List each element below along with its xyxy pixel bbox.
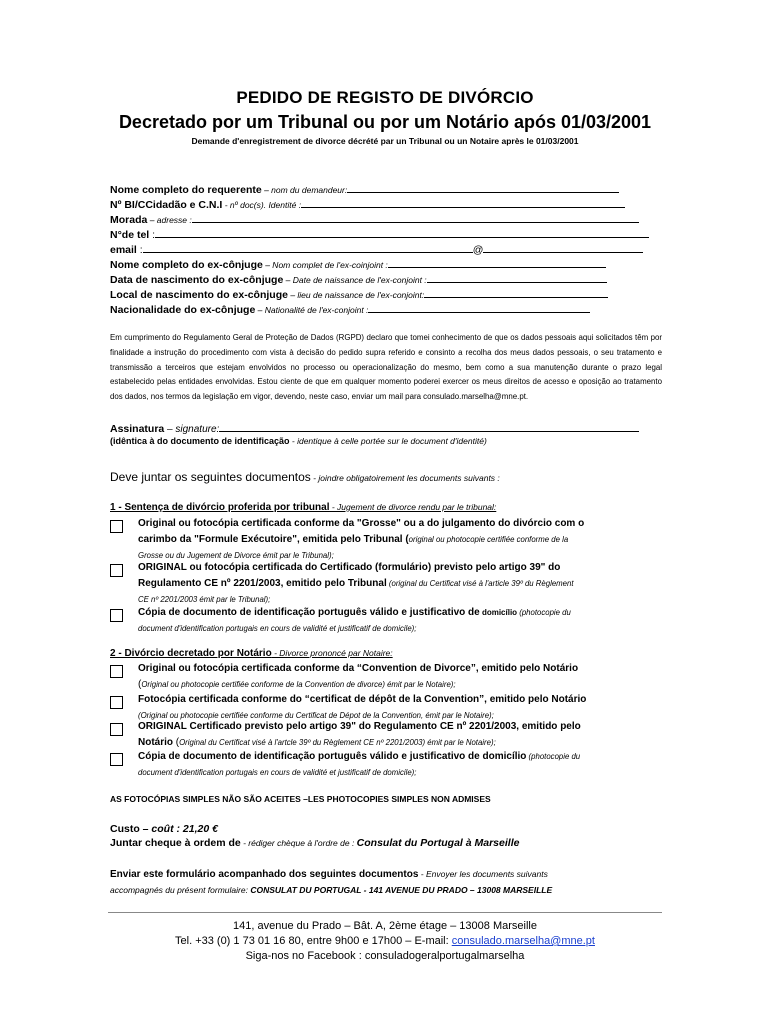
form-subtitle: Decretado por um Tribunal ou por um Notário após 01/03/2001	[118, 112, 652, 132]
field-ex-spouse-name[interactable]: Nome completo do ex-cônjuge – Nom complet de l'ex-coinjoint :	[110, 257, 606, 272]
checkbox-s1-item1[interactable]	[110, 520, 123, 533]
section-1-title: 1 - Sentença de divórcio proferida por tribunal - Jugement de divorce rendu par le tribunal:	[110, 502, 497, 513]
s2-item2: Fotocópia certificada conforme do “certificat de dépôt de la Convention”, emitido pelo Notário (Original ou photocopie certifiée conforme du Certificat de Dépot de la Convention, émit par le Notaire);	[138, 694, 587, 720]
checkbox-s1-item3[interactable]	[110, 609, 123, 622]
field-id-number[interactable]: Nº BI/CCidadão e C.N.I - nº doc(s). Identité :	[110, 197, 625, 212]
field-phone[interactable]: N°de tel :	[110, 227, 649, 242]
s1-item1: Original ou fotocópia certificada conforme da "Grosse" ou a do julgamento do divórcio com o carimbo da "Formule Exécutoire", emitida pelo Tribunal (original ou photocopie certifiée conforme de la Grosse ou du Jugement de Divorce émit par le Tribunal);	[138, 518, 585, 560]
form-title: PEDIDO DE REGISTO DE DIVÓRCIO	[236, 88, 534, 107]
checkbox-s2-item4[interactable]	[110, 753, 123, 766]
simple-copies-notice: AS FOTOCÓPIAS SIMPLES NÃO SÃO ACEITES –LES PHOTOCOPIES SIMPLES NON ADMISES	[110, 794, 491, 804]
signature-field[interactable]: Assinatura – signature:	[110, 421, 639, 435]
checkbox-s2-item2[interactable]	[110, 696, 123, 709]
field-requester-name[interactable]: Nome completo do requerente – nom du demandeur:	[110, 182, 619, 197]
field-ex-spouse-birthplace[interactable]: Local de nascimento do ex-cônjuge – lieu de naissance de l'ex-conjoint:	[110, 287, 608, 302]
cost-line: Custo – coût : 21,20 €	[110, 823, 218, 835]
checkbox-s2-item1[interactable]	[110, 665, 123, 678]
s1-item2: ORIGINAL ou fotocópia certificada do Certificado (formulário) previsto pelo artigo 39" do Regulamento CE nº 2201/2003, emitido pelo Tribunal (original du Certificat visé à l'article 39º du Règlement CE nº 2201/2003 émit par le Tribunal);	[138, 562, 574, 604]
cheque-line: Juntar cheque à ordem de - rédiger chèque à l'ordre de : Consulat du Portugal à Marseille	[110, 837, 520, 849]
footer-email-link[interactable]: consulado.marselha@mne.pt	[451, 935, 595, 947]
s1-item3: Cópia de documento de identificação português válido e justificativo de domicílio (photocopie du document d'identification portugais en cours de validité et justificatif de domicile);	[138, 607, 571, 633]
footer-divider	[108, 912, 662, 913]
footer-address: 141, avenue du Prado – Bât. A, 2ème étage – 13008 Marseille	[233, 920, 537, 932]
rgpd-consent-text: Em cumprimento do Regulamento Geral de Proteção de Dados (RGPD) declaro que tomei conhecimento de que os dados pessoais aqui solicitados têm por finalidade a instrução do procedimento com vista à decisão do pedido supra referido e consinto a recolha dos meus dados pessoais, o seu tratamento e transmissão a terceiros que estejam envolvidos no processo ou operacionalização do mesmo, bem como a sua manutenção durante o prazo legal estabelecido pelas entidades envolvidas. Estou ciente de que em qualquer momento poderei exercer os meus direitos de acesso e oposição ao tratamento dos dados, nos termos da legislação em vigor, devendo, neste caso, enviar um mail para consulado.marselha@mne.pt.	[110, 333, 662, 402]
form-subtitle-fr: Demande d'enregistrement de divorce décrété par un Tribunal ou un Notaire après le 01/03/2001	[191, 136, 579, 146]
documents-heading: Deve juntar os seguintes documentos - joindre obligatoirement les documents suivants :	[110, 470, 500, 484]
section-2-title: 2 - Divórcio decretado por Notário - Divorce prononcé par Notaire:	[110, 648, 393, 659]
checkbox-s2-item3[interactable]	[110, 723, 123, 736]
field-email[interactable]: email : @	[110, 242, 643, 257]
footer-contact: Tel. +33 (0) 1 73 01 16 80, entre 9h00 e 17h00 – E-mail: consulado.marselha@mne.pt	[175, 935, 595, 947]
field-ex-spouse-birthdate[interactable]: Data de nascimento do ex-cônjuge – Date de naissance de l'ex-conjoint :	[110, 272, 607, 287]
field-address[interactable]: Morada – adresse :	[110, 212, 639, 227]
s2-item3: ORIGINAL Certificado previsto pelo artigo 39" do Regulamento CE nº 2201/2003, emitido pelo Notário (Original du Certificat visé à l'artcle 39º du Règlement CE nº 2201/2003) émit par le Notaire);	[138, 721, 581, 748]
footer-facebook: Siga-nos no Facebook : consuladogeralportugalmarselha	[245, 950, 525, 962]
checkbox-s1-item2[interactable]	[110, 564, 123, 577]
s2-item4: Cópia de documento de identificação português válido e justificativo de domicílio (photocopie du document d'identification portugais en cours de validité et justificatif de domicile);	[138, 751, 581, 777]
send-instructions: Enviar este formulário acompanhado dos seguintes documentos - Envoyer les documents suivants accompagnés du présent formulaire: CONSULAT DU PORTUGAL - 141 AVENUE DU PRADO – 13008 MARSEILLE	[110, 869, 553, 895]
s2-item1: Original ou fotocópia certificada conforme da “Convention de Divorce”, emitido pelo Notário (Original ou photocopie certifiée conforme de la Convention de divorce) émit par le Notaire);	[138, 663, 579, 690]
field-ex-spouse-nationality[interactable]: Nacionalidade do ex-cônjuge – Nationalité de l'ex-conjoint :	[110, 302, 590, 317]
signature-note: (idêntica à do documento de identificação - identique à celle portée sur le document d'identité)	[110, 436, 487, 446]
